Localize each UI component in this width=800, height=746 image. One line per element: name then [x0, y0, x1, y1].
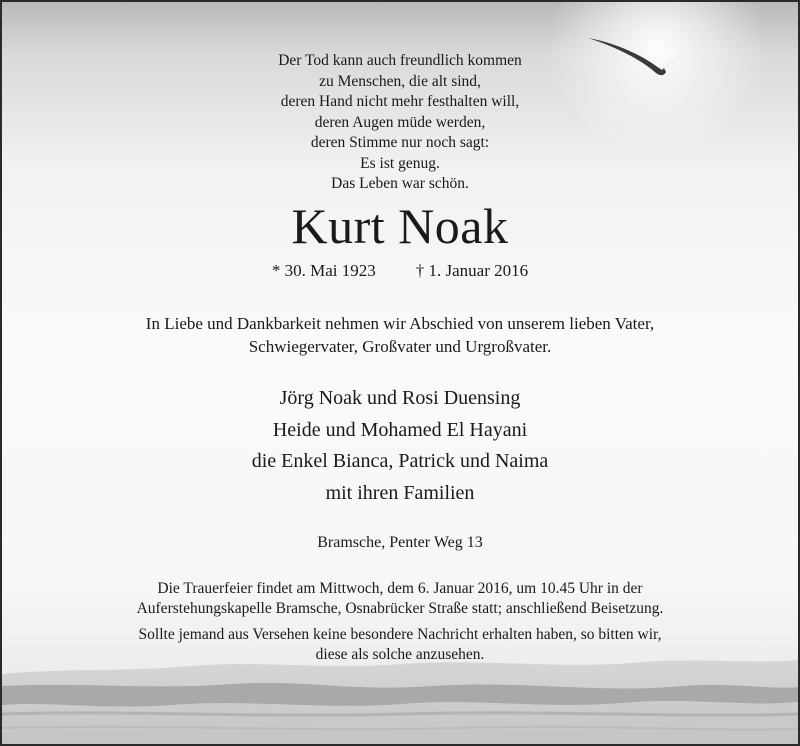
life-dates — [2, 260, 798, 282]
poem-line: zu Menschen, die alt sind, — [319, 72, 481, 90]
farewell-text — [2, 312, 798, 358]
farewell-line: Schwiegervater, Großvater und Urgroßvater. — [248, 337, 552, 356]
request-line: diese als solche anzusehen. — [315, 646, 485, 663]
poem-line: deren Hand nicht mehr festhalten will, — [280, 93, 520, 110]
death-date: † 1. Januar 2016 — [415, 261, 529, 280]
request-line: Sollte jemand aus Versehen keine besondere Nachricht erhalten haben, so bitten wir, — [138, 626, 662, 643]
mourner-line: die Enkel Bianca, Patrick und Naima — [251, 450, 549, 472]
service-line: Die Trauerfeier findet am Mittwoch, dem 6. Januar 2016, um 10.45 Uhr in der — [157, 580, 643, 597]
mourner-line: Heide und Mohamed El Hayani — [272, 418, 528, 441]
poem-line: deren Stimme nur noch sagt: — [310, 134, 490, 151]
poem-line: Der Tod kann auch freundlich kommen — [278, 52, 522, 69]
mourner-line: Jörg Noak und Rosi Duensing — [279, 387, 521, 409]
poem-line: Es ist genug. — [360, 154, 440, 172]
farewell-line: In Liebe und Dankbarkeit nehmen wir Abschied von unserem lieben Vater, — [145, 314, 655, 333]
service-line: Auferstehungskapelle Bramsche, Osnabrücker Straße statt; anschließend Beisetzung. — [136, 600, 664, 617]
poem-line: deren Augen müde werden, — [314, 113, 486, 131]
mourners-list — [2, 383, 798, 509]
birth-date: * 30. Mai 1923 — [271, 261, 376, 280]
address: Bramsche, Penter Weg 13 — [317, 534, 483, 551]
deceased-name: Kurt Noak — [291, 198, 509, 254]
poem-line: Das Leben war schön. — [331, 175, 469, 192]
service-details — [2, 579, 798, 619]
mourner-line: mit ihren Familien — [325, 481, 475, 504]
poem-block — [2, 51, 798, 195]
notification-request — [2, 625, 798, 665]
